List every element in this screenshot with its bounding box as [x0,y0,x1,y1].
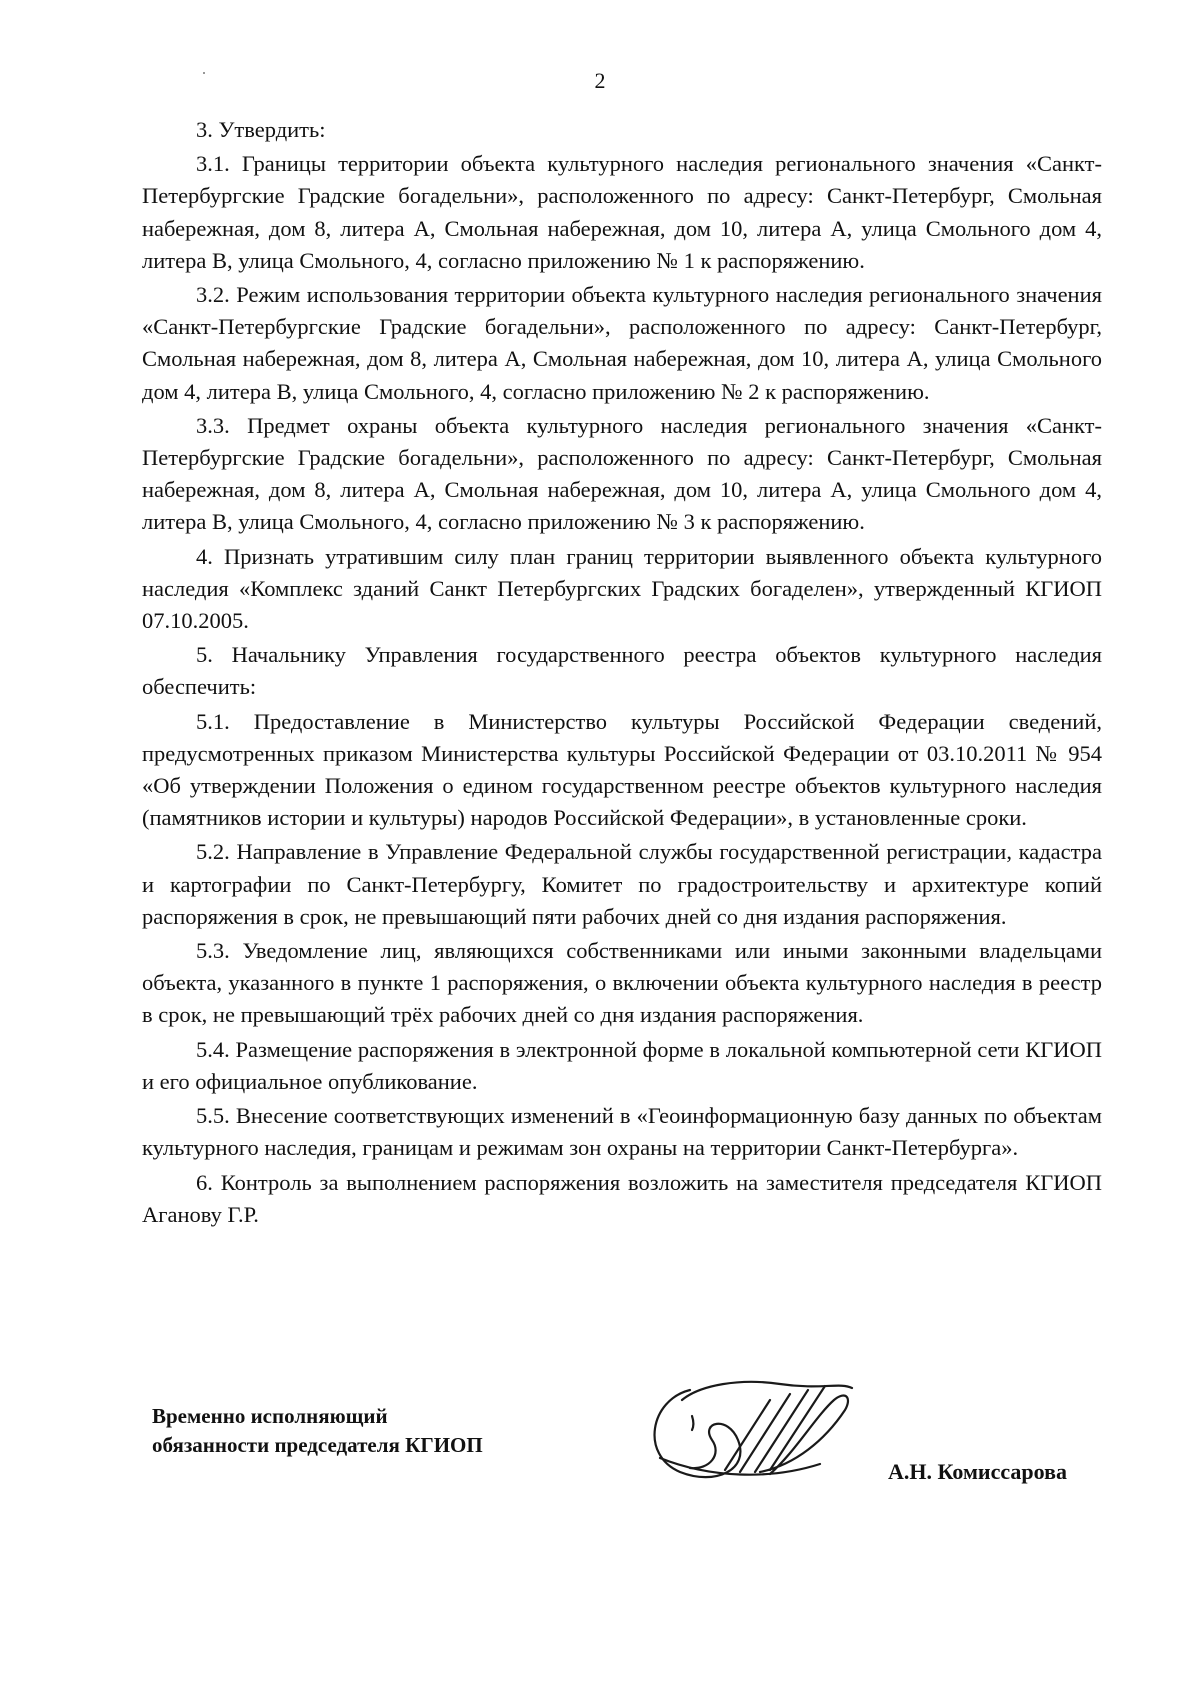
handwritten-signature-icon [620,1360,860,1500]
paragraph-3-1: 3.1. Границы территории объекта культурного наследия регионального значения «Санкт-Петербургские Градские богадельни», расположенного по адресу: Санкт-Петербург, Смольная набережная, дом 8, литера А, Смольная набережная, дом 10, литера А, улица Смольного дом 4, литера В, улица Смольного, 4, согласно приложению № 1 к распоряжению. [142,151,1102,273]
signer-name: А.Н. Комиссарова [888,1459,1067,1484]
signer-title [152,1402,483,1460]
paragraph-5: 5. Начальнику Управления государственного реестра объектов культурного наследия обеспечить: [142,642,1102,700]
paragraph-5-2: 5.2. Направление в Управление Федеральной службы государственной регистрации, кадастра и картографии по Санкт-Петербургу, Комитет по градостроительству и архитектуре копий распоряжения в срок, не превышающий пяти рабочих дней со дня издания распоряжения. [142,839,1102,929]
paragraph-3: 3. Утвердить: [196,117,326,142]
document-body [142,114,1102,1231]
paragraph-5-5: 5.5. Внесение соответствующих изменений в «Геоинформационную базу данных по объектам культурного наследия, границам и режимам зон охраны на территории Санкт-Петербурга». [142,1103,1102,1161]
paragraph-4: 4. Признать утратившим силу план границ территории выявленного объекта культурного наследия «Комплекс зданий Санкт Петербургских Градских богаделен», утвержденный КГИОП 07.10.2005. [142,543,1102,634]
paragraph-3-2: 3.2. Режим использования территории объекта культурного наследия регионального значения «Санкт-Петербургские Градские богадельни», расположенного по адресу: Санкт-Петербург, Смольная набережная, дом 8, литера А, Смольная набережная, дом 10, литера А, улица Смольного дом 4, литера В, улица Смольного, 4, согласно приложению № 2 к распоряжению. [142,282,1102,404]
paragraph-5-3: 5.3. Уведомление лиц, являющихся собственниками или иными законными владельцами объекта, указанного в пункте 1 распоряжения, о включении объекта культурного наследия в реестр в срок, не превышающий трёх рабочих дней со дня издания распоряжения. [142,938,1102,1028]
paragraph-5-4: 5.4. Размещение распоряжения в электронной форме в локальной компьютерной сети КГИОП и его официальное опубликование. [142,1036,1102,1094]
paragraph-3-3: 3.3. Предмет охраны объекта культурного наследия регионального значения «Санкт-Петербургские Градские богадельни», расположенного по адресу: Санкт-Петербург, Смольная набережная, дом 8, литера А, Смольная набережная, дом 10, литера А, улица Смольного дом 4, литера В, улица Смольного, 4, согласно приложению № 3 к распоряжению. [142,412,1102,535]
page-number: 2 [594,68,606,93]
signer-title-line-1: Временно исполняющий [152,1404,388,1428]
paragraph-6: 6. Контроль за выполнением распоряжения возложить на заместителя председателя КГИОП Аганову Г.Р. [142,1169,1102,1227]
paragraph-5-1: 5.1. Предоставление в Министерство культуры Российской Федерации сведений, предусмотренных приказом Министерства культуры Российской Федерации от 03.10.2011 № 954 «Об утверждении Положения о едином государственном реестре объектов культурного наследия (памятников истории и культуры) народов Российской Федерации», в установленные сроки. [142,708,1102,831]
signer-title-line-2: обязанности председателя КГИОП [152,1433,483,1457]
